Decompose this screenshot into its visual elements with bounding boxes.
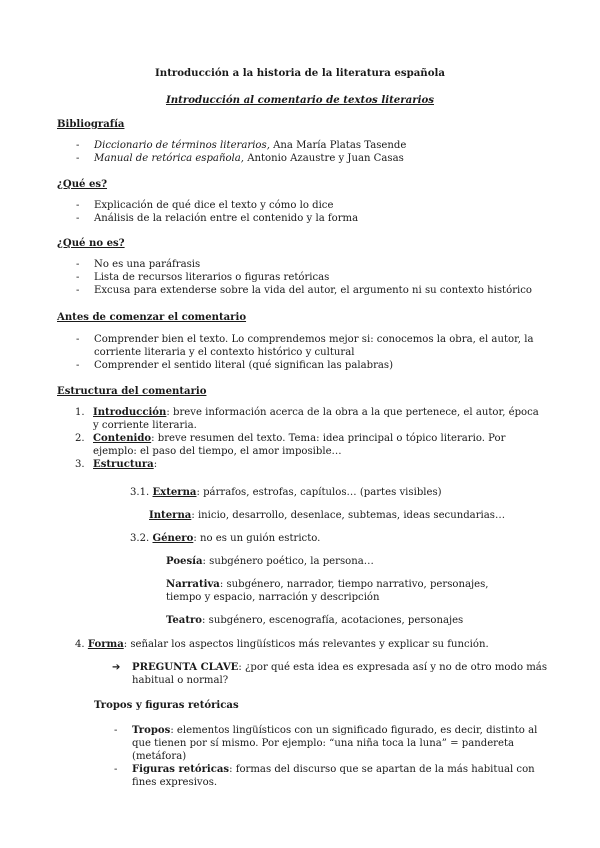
- pregunta-clave-block: [112, 661, 552, 687]
- list-item: [74, 139, 544, 152]
- item-term: Poesía: [166, 556, 203, 567]
- arrow-right-icon: ➔: [112, 662, 121, 673]
- item-text: : breve resumen del texto. Tema: idea principal o tópico literario. Por ejemplo: el paso del tiempo, el amor imposible…: [93, 433, 506, 457]
- item-term: Figuras retóricas: [132, 764, 230, 775]
- list-item: - No es una paráfrasis: [74, 258, 544, 271]
- book-title: Diccionario de términos literarios,: [94, 140, 270, 151]
- item-number: 3.1.: [130, 487, 150, 498]
- poesia-line: [166, 555, 374, 568]
- item-text: : breve información acerca de la obra a la que pertenece, el autor, época y corriente literaria.: [93, 407, 539, 431]
- teatro-line: [166, 614, 463, 627]
- item-number: 4.: [75, 639, 85, 650]
- item-number: 2.: [75, 433, 85, 444]
- item-text: : inicio, desarrollo, desenlace, subtemas, ideas secundarias…: [191, 510, 506, 521]
- item-term: Introducción: [93, 407, 167, 418]
- list-item: - Lista de recursos literarios o figuras retóricas: [74, 271, 544, 284]
- section-heading-tropos: Tropos y figuras retóricas: [94, 700, 239, 711]
- item-term: Estructura: [93, 459, 154, 470]
- item-text: : párrafos, estrofas, capítulos… (partes visibles): [196, 487, 442, 498]
- item-number: 3.2.: [130, 533, 150, 544]
- item-text: : señalar los aspectos lingüísticos más relevantes y explicar su función.: [123, 639, 489, 650]
- section-heading-bibliografia: Bibliografía: [57, 119, 125, 130]
- document-subtitle: Introducción al comentario de textos literarios: [165, 94, 435, 106]
- book-author: Antonio Azaustre y Juan Casas: [243, 153, 404, 164]
- list-item: - Explicación de qué dice el texto y cómo lo dice: [74, 199, 544, 212]
- item-text: : formas del discurso que se apartan de la más habitual con fines expresivos.: [132, 764, 535, 788]
- genero-line: [130, 532, 320, 545]
- que-es-list: [74, 199, 544, 225]
- item-number: 3.: [75, 459, 85, 470]
- list-item: [112, 724, 542, 763]
- book-title: Manual de retórica española,: [94, 153, 244, 164]
- item-text: :: [153, 459, 158, 470]
- item-number: 1.: [75, 407, 85, 418]
- list-item: [74, 152, 544, 165]
- list-item: [75, 406, 545, 432]
- estructura-list: [75, 406, 545, 471]
- item-term: Teatro: [166, 615, 203, 626]
- tropos-list: [112, 724, 542, 789]
- item-text: : elementos lingüísticos con un significado figurado, es decir, distinto al que tienen por sí mismo. Por ejemplo: “una niña toca la luna” = pandereta (metáfora): [132, 725, 538, 762]
- narrativa-block: [166, 578, 526, 604]
- interna-line: [149, 509, 505, 522]
- section-heading-que-no-es: ¿Qué no es?: [57, 238, 125, 249]
- list-item: - Comprender el sentido literal (qué significan las palabras): [74, 359, 534, 372]
- item-text: : subgénero, narrador, tiempo narrativo, personajes, tiempo y espacio, narración y descripción: [166, 579, 489, 603]
- item-term: Tropos: [132, 725, 171, 736]
- item-term: Contenido: [93, 433, 152, 444]
- item-term: Externa: [152, 487, 197, 498]
- list-item: - Análisis de la relación entre el contenido y la forma: [74, 212, 544, 225]
- item-term: Forma: [87, 639, 124, 650]
- item-term: Interna: [149, 510, 192, 521]
- item-text: : no es un guión estricto.: [193, 533, 321, 544]
- item-term: Género: [152, 533, 194, 544]
- antes-list: [74, 333, 534, 372]
- list-item: - Excusa para extenderse sobre la vida del autor, el argumento ni su contexto histórico: [74, 284, 544, 297]
- list-item: [75, 458, 545, 471]
- book-author: Ana María Platas Tasende: [269, 140, 407, 151]
- item-text: : subgénero poético, la persona…: [202, 556, 374, 567]
- section-heading-antes: Antes de comenzar el comentario: [57, 312, 247, 323]
- item-term: PREGUNTA CLAVE: [132, 662, 239, 673]
- externa-line: [130, 486, 442, 499]
- section-heading-que-es: ¿Qué es?: [57, 179, 108, 190]
- item-text: : ¿por qué esta idea es expresada así y no de otro modo más habitual o normal?: [132, 662, 548, 686]
- bibliografia-list: [74, 139, 544, 165]
- list-item: [112, 763, 542, 789]
- que-no-es-list: [74, 258, 544, 297]
- section-heading-estructura: Estructura del comentario: [57, 386, 207, 397]
- document-title: Introducción a la historia de la literatura española: [155, 67, 445, 79]
- list-item: - Comprender bien el texto. Lo comprendemos mejor si: conocemos la obra, el autor, la corriente literaria y el contexto histórico y cultural: [74, 333, 534, 359]
- forma-line: [75, 638, 489, 651]
- item-text: : subgénero, escenografía, acotaciones, personajes: [202, 615, 464, 626]
- list-item: [75, 432, 545, 458]
- item-term: Narrativa: [166, 579, 220, 590]
